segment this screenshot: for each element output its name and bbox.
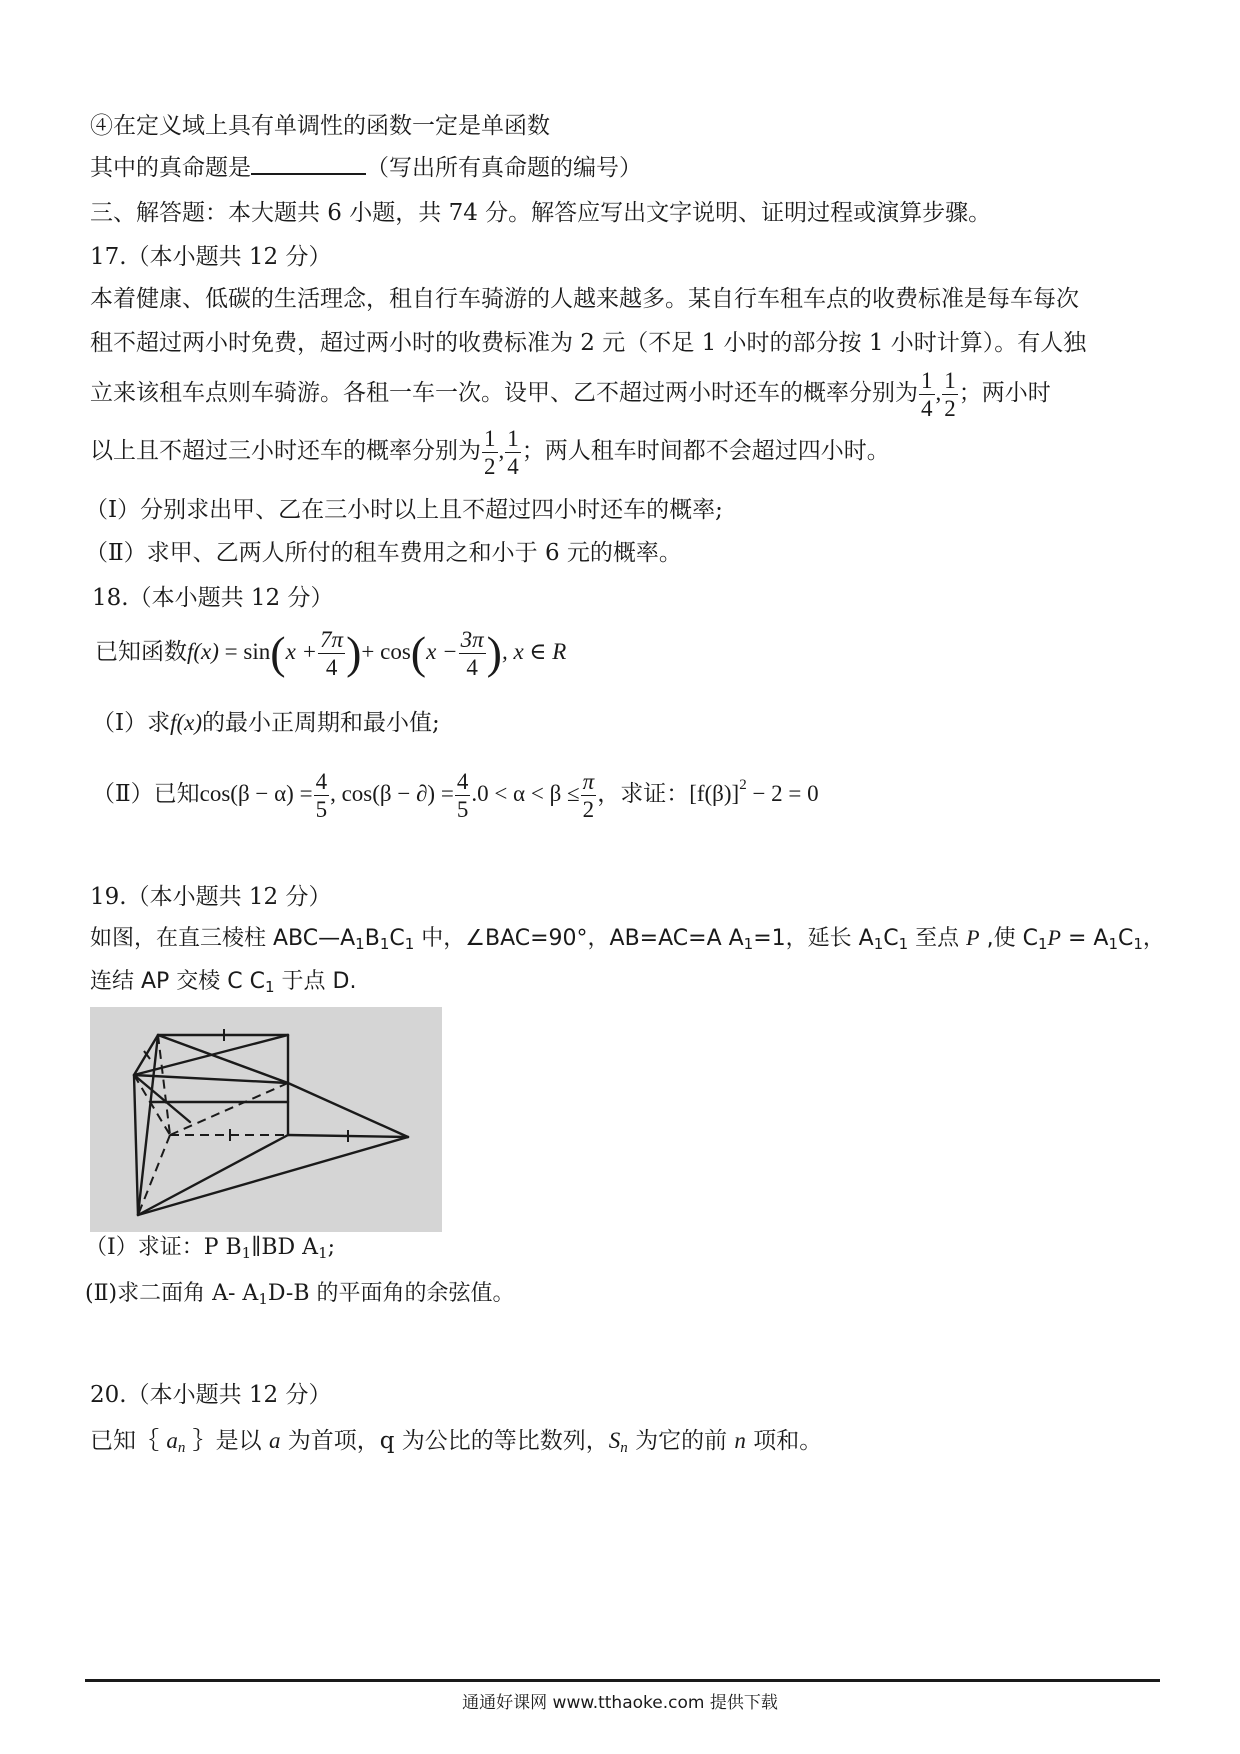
q18-heading: 18.（本小题共 12 分） [92, 585, 334, 611]
fraction: $\frac{4}{5}$ [315, 768, 328, 822]
fraction: $\frac{1}{4}$ [921, 367, 933, 421]
fraction: $\frac{\pi}{2}$ [582, 768, 595, 822]
q19-part-2: (Ⅱ)求二面角 A- $A_1D-B$ 的平面角的余弦值。 [85, 1281, 515, 1308]
q17-para-4: 以上且不超过三小时还车的概率分别为 $\frac{1}{2}$ , $\frac{1}{4}$ ；两人租车时间都不会超过四小时。 [90, 425, 890, 479]
q19-part-1: （Ⅰ）求证：P $B_1\parallel BD$ $A_1$; [85, 1235, 336, 1262]
fraction: $\frac{7\pi}{4}$ [320, 626, 344, 680]
prism-diagram [90, 1007, 442, 1232]
q17-para-3-text: 立来该租车点则车骑游。各租一车一次。设甲、乙不超过两小时还车的概率分别为 [90, 380, 918, 406]
fraction: $\frac{1}{2}$ [944, 367, 956, 421]
q16-item4: ④在定义域上具有单调性的函数一定是单函数 [90, 113, 550, 139]
footer-credit: 通通好课网 www.tthaoke.com 提供下载 [462, 1693, 778, 1713]
q17-para-2: 租不超过两小时免费，超过两小时的收费标准为 2 元（不足 1 小时的部分按 1 小时计算）。有人独 [90, 330, 1087, 356]
q16-prompt: 其中的真命题是 [90, 155, 251, 181]
footer-divider [85, 1679, 1160, 1682]
fraction: $\frac{1}{4}$ [507, 425, 519, 479]
fraction: $\frac{3\pi}{4}$ [460, 626, 484, 680]
q16-answer-line [90, 151, 642, 185]
q17-heading: 17.（本小题共 12 分） [90, 244, 332, 270]
fraction: $\frac{1}{2}$ [484, 425, 496, 479]
q20-statement: 已知｛ $a_n$ ｝是以 a 为首项，q 为公比的等比数列，$S_n$ 为它的前 n 项和。 [90, 1428, 823, 1456]
q17-para-1: 本着健康、低碳的生活理念，租自行车骑游的人越来越多。某自行车租车点的收费标准是每车每次 [90, 286, 1079, 312]
q18-function-definition: 已知函数f(x) = sin(x + $\frac{7\pi}{4}$ )+ cos(x − $\frac{3\pi}{4}$ ), x ∈ R [95, 626, 567, 680]
q19-line-1: 如图，在直三棱柱 $ABC—A_1B_1C_1$ 中，∠BAC=90°，AB=AC=A $A_1=1$，延长 $A_1C_1$ 至点 P ,使 $C_1P = A_1C_1$， [90, 925, 1165, 953]
q17-part-1: （Ⅰ）分别求出甲、乙在三小时以上且不超过四小时还车的概率; [85, 497, 723, 523]
q18-part-1: （Ⅰ）求f(x)的最小正周期和最小值; [92, 710, 440, 736]
q19-line-2: 连结 AP 交棱 C $C_1$ 于点 D. [90, 969, 357, 996]
fraction: $\frac{4}{5}$ [456, 768, 469, 822]
q20-heading: 20.（本小题共 12 分） [90, 1382, 332, 1408]
q16-answer-blank[interactable] [251, 151, 366, 175]
q17-part-2: （Ⅱ）求甲、乙两人所付的租车费用之和小于 6 元的概率。 [85, 540, 682, 566]
q17-para-3: 立来该租车点则车骑游。各租一车一次。设甲、乙不超过两小时还车的概率分别为 $\frac{1}{4}$ , $\frac{1}{2}$ ；两小时 [90, 367, 1051, 421]
q18-part-2: （Ⅱ）已知cos(β − α) = $\frac{4}{5}$ , cos(β − ∂) = $\frac{4}{5}$ .0 < α < β ≤ $\frac{\pi}{2}$ ，求证：$[f(\beta)]^2 - 2 = 0$ [92, 768, 819, 822]
q16-prompt-note: （写出所有真命题的编号） [366, 155, 642, 181]
q19-prism-figure [90, 1007, 442, 1232]
q17-para-4-text: 以上且不超过三小时还车的概率分别为 [90, 438, 481, 464]
q19-heading: 19.（本小题共 12 分） [90, 884, 332, 910]
section-3-heading: 三、解答题：本大题共 6 小题，共 74 分。解答应写出文字说明、证明过程或演算步骤。 [90, 200, 992, 226]
